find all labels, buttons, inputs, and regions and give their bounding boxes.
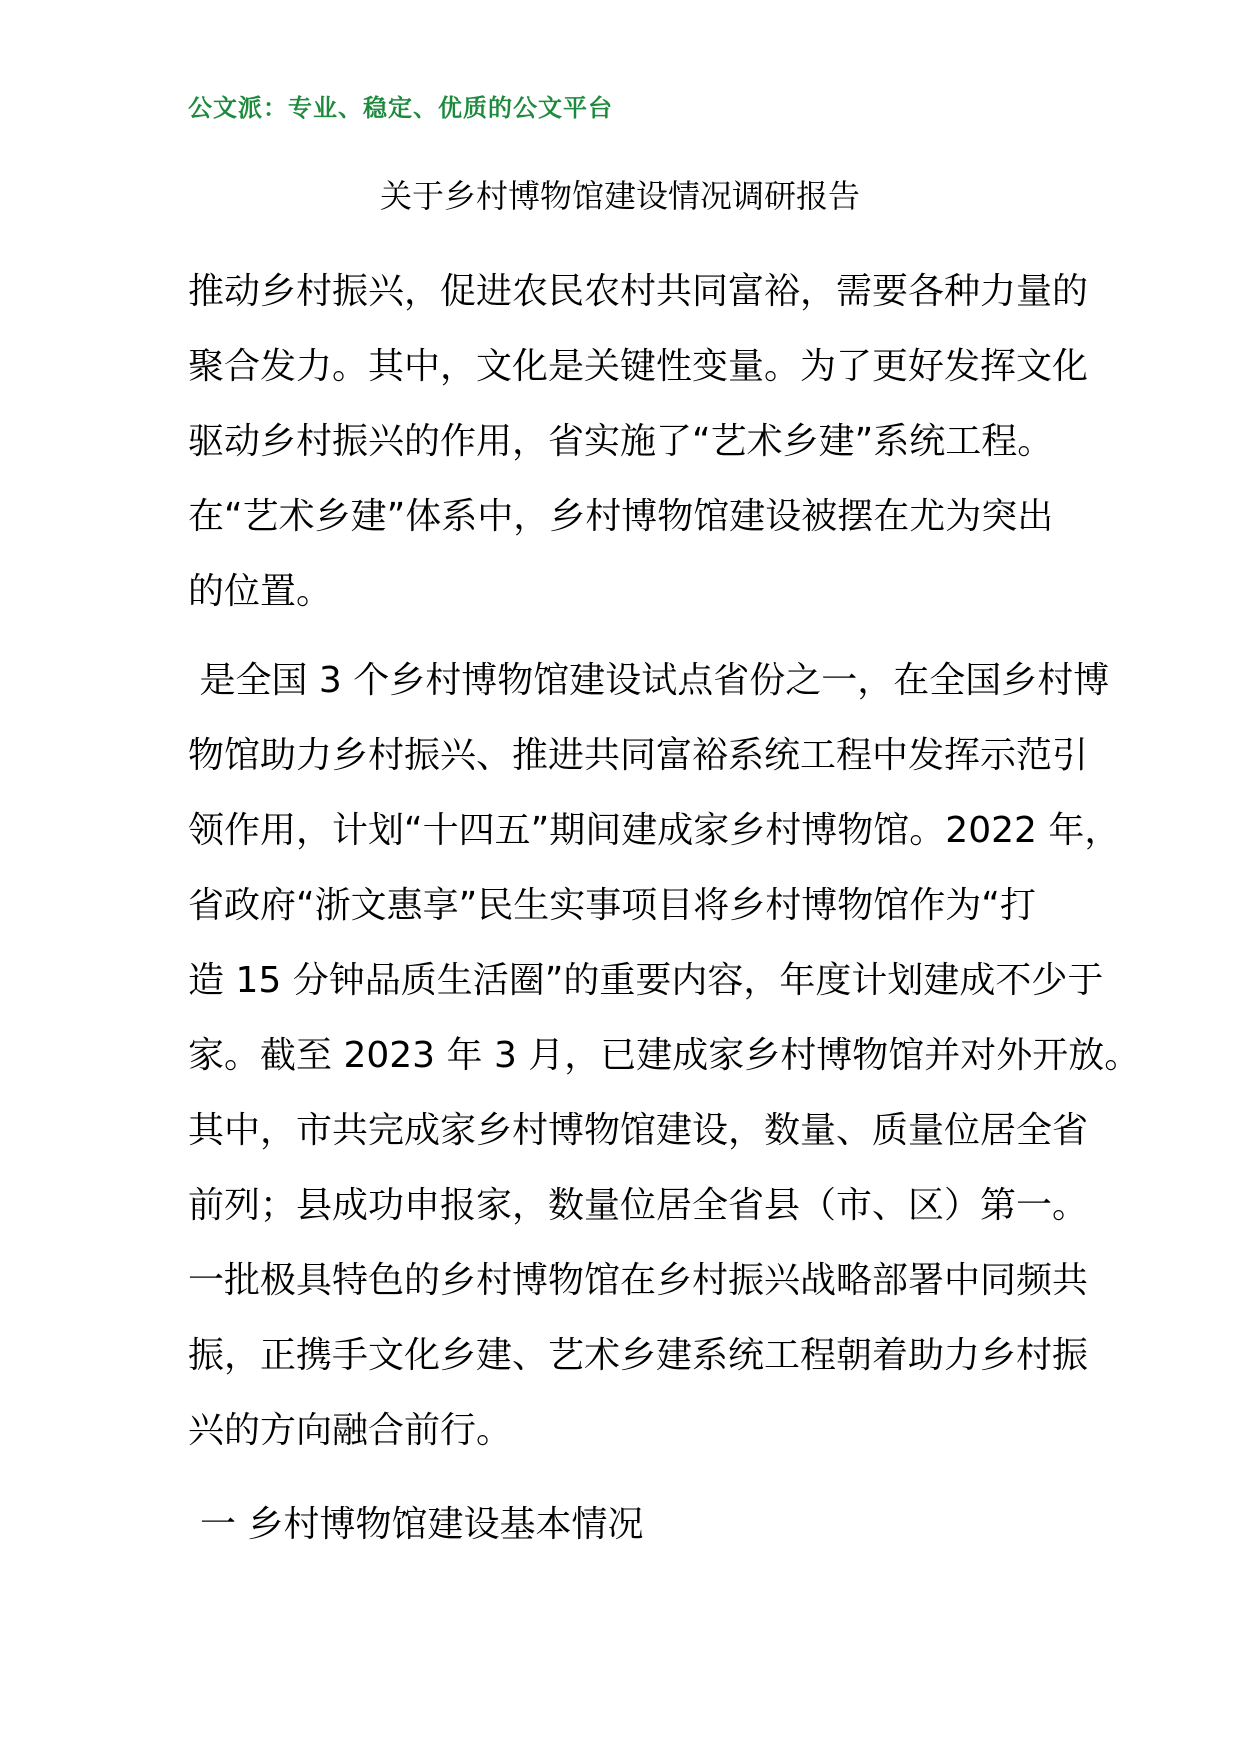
paragraph-line: 的位置。 — [188, 571, 333, 612]
document-title: 关于乡村博物馆建设情况调研报告 — [379, 177, 860, 215]
paragraph-line: 推动乡村振兴，促进农民农村共同富裕，需要各种力量的 — [188, 271, 1089, 312]
header-banner: 公文派：专业、稳定、优质的公文平台 — [188, 94, 613, 122]
paragraph-line: 一批极具特色的乡村博物馆在乡村振兴战略部署中同频共 — [188, 1260, 1089, 1301]
paragraph-line: 物馆助力乡村振兴、推进共同富裕系统工程中发挥示范引 — [188, 735, 1089, 776]
paragraph-line: 前列；县成功申报家，数量位居全省县（市、区）第一。 — [188, 1185, 1089, 1226]
paragraph-line: 驱动乡村振兴的作用，省实施了“艺术乡建”系统工程。 — [188, 421, 1054, 462]
paragraph-line: 在“艺术乡建”体系中，乡村博物馆建设被摆在尤为突出 — [188, 496, 1054, 537]
paragraph-1 — [188, 254, 1089, 629]
paragraph-line: 其中，市共完成家乡村博物馆建设，数量、质量位居全省 — [188, 1110, 1089, 1151]
paragraph-line: 是全国 3 个乡村博物馆建设试点省份之一，在全国乡村博 — [188, 660, 1110, 701]
paragraph-line: 家。截至 2023 年 3 月，已建成家乡村博物馆并对外开放。 — [188, 1035, 1141, 1076]
paragraph-line: 兴的方向融合前行。 — [188, 1410, 513, 1451]
section-heading: 一 乡村博物馆建设基本情况 — [200, 1504, 644, 1545]
paragraph-line: 领作用，计划“十四五”期间建成家乡村博物馆。2022 年， — [188, 810, 1121, 851]
paragraph-line: 聚合发力。其中，文化是关键性变量。为了更好发挥文化 — [188, 346, 1089, 387]
paragraph-2 — [188, 643, 1141, 1468]
paragraph-line: 造 15 分钟品质生活圈”的重要内容，年度计划建成不少于 — [188, 960, 1104, 1001]
paragraph-line: 省政府“浙文惠享”民生实事项目将乡村博物馆作为“打 — [188, 885, 1036, 926]
paragraph-line: 振，正携手文化乡建、艺术乡建系统工程朝着助力乡村振 — [188, 1335, 1089, 1376]
